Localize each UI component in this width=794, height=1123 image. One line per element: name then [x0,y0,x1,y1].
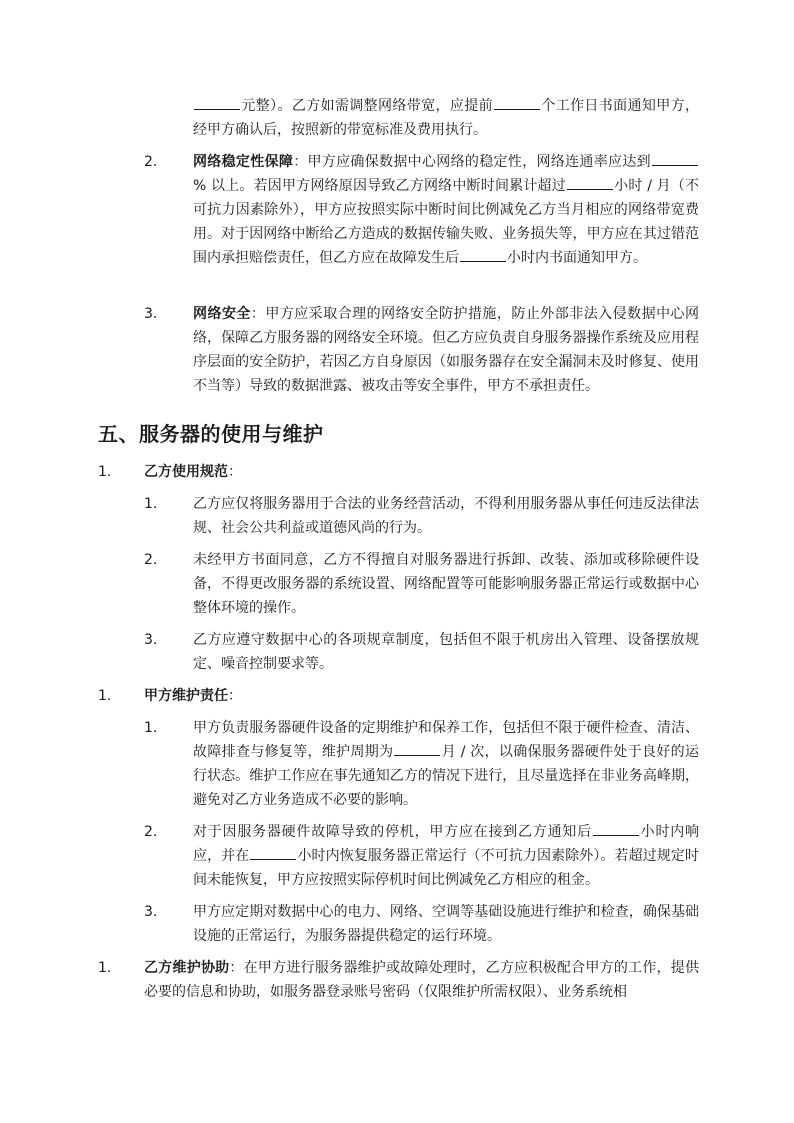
maintenance-duty-2: 对于因服务器硬件故障导致的停机，甲方应在接到乙方通知后 小时内响应，并在 小时内恢复服务器正常运行（不可抗力因素除外）。若超过规定时间未能恢复，甲方应按照实际停机时间比例减免乙方相应的租金。 [193,820,699,892]
list-number: 2. [144,552,158,568]
blank-field [194,95,240,110]
subsection-title: 甲方维护责任： [144,688,242,704]
clause-title: 网络安全 [193,306,251,322]
usage-rule-3: 乙方应遵守数据中心的各项规章制度，包括但不限于机房出入管理、设备摆放规定、噪音控制要求等。 [193,632,699,672]
maintenance-duty-3: 甲方应定期对数据中心的电力、网络、空调等基础设施进行维护和检查，确保基础设施的正常运行，为服务器提供稳定的运行环境。 [193,904,699,944]
network-security-clause: 网络安全：甲方应采取合理的网络安全防护措施，防止外部非法入侵数据中心网络，保障乙方服务器的网络安全环境。但乙方应负责自身服务器操作系统及应用程序层面的安全防护，若因乙方自身原因（如服务器存在安全漏洞未及时修复、使用不当等）导致的数据泄露、被攻击等安全事件，甲方不承担责任。 [193,306,700,394]
list-number: 1. [144,720,158,736]
blank-field [394,741,440,756]
list-number: 1. [144,496,158,512]
maintenance-duty-1: 甲方负责服务器硬件设备的定期维护和保养工作，包括但不限于硬件检查、清洁、故障排查与修复等，维护周期为 月 / 次，以确保服务器硬件处于良好的运行状态。维护工作应在事先通知乙方的情况下进行，且尽量选择在非业务高峰期，避免对乙方业务造成不必要的影响。 [193,720,699,808]
list-number: 1. [98,960,112,976]
blank-field [593,821,639,836]
blank-field [460,247,506,262]
list-number: 1. [98,688,112,704]
blank-field [250,845,296,860]
list-number: 1. [98,464,112,480]
blank-field [567,175,613,190]
list-number: 3. [144,904,158,920]
blank-field [652,151,698,166]
usage-rule-1: 乙方应仅将服务器用于合法的业务经营活动，不得利用服务器从事任何违反法律法规、社会公共利益或道德风尚的行为。 [193,496,699,536]
clause-title: 乙方维护协助 [144,960,230,976]
maintenance-assist-clause: 乙方维护协助：在甲方进行服务器维护或故障处理时，乙方应积极配合甲方的工作，提供必要的信息和协助，如服务器登录账号密码（仅限维护所需权限）、业务系统相 [144,960,699,1000]
list-number: 3. [144,632,158,648]
list-number: 3. [144,306,158,322]
network-stability-clause: 网络稳定性保障：甲方应确保数据中心网络的稳定性，网络连通率应达到% 以上。若因甲方网络原因导致乙方网络中断时间累计超过 小时 / 月（不可抗力因素除外），甲方应按照实际中断时间比例减免乙方当月相应的网络带宽费用。对于因网络中断给乙方造成的数据传输失败、业务损失等，甲方应在其过错范围内承担赔偿责任，但乙方应在故障发生后 小时内书面通知甲方。 [193,150,699,270]
usage-rule-2: 未经甲方书面同意，乙方不得擅自对服务器进行拆卸、改装、添加或移除硬件设备，不得更改服务器的系统设置、网络配置等可能影响服务器正常运行或数据中心整体环境的操作。 [193,552,699,616]
list-number: 2. [144,824,158,840]
bandwidth-continuation: 元整）。乙方如需调整网络带宽，应提前 个工作日书面通知甲方，经甲方确认后，按照新的带宽标准及费用执行。 [193,94,699,142]
subsection-title: 乙方使用规范： [144,464,242,480]
section-heading: 五、服务器的使用与维护 [98,422,324,446]
list-number: 2. [144,154,158,170]
clause-title: 网络稳定性保障 [193,154,294,170]
blank-field [494,95,540,110]
